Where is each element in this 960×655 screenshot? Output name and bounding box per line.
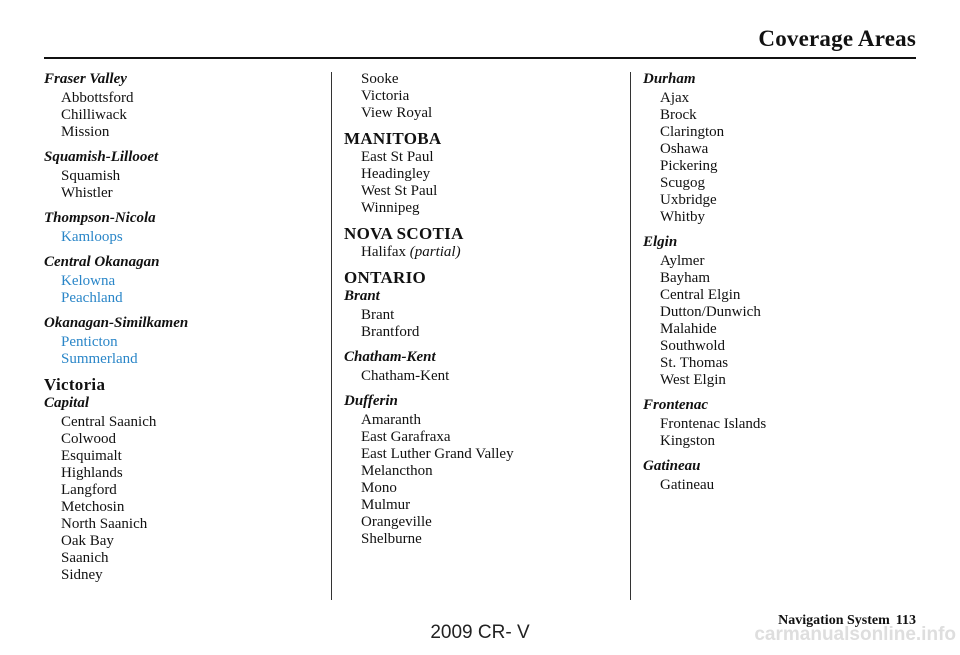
list-item: Victoria bbox=[361, 88, 410, 104]
region-chatham-kent: Chatham-Kent bbox=[344, 349, 436, 365]
list-item: Dutton/Dunwich bbox=[660, 304, 761, 320]
list-item: Whistler bbox=[61, 185, 113, 201]
list-item: View Royal bbox=[361, 105, 433, 121]
region-list bbox=[361, 307, 624, 341]
region-list bbox=[361, 368, 624, 385]
list-item: North Saanich bbox=[61, 516, 148, 532]
region-list bbox=[660, 253, 923, 389]
list-item: Esquimalt bbox=[61, 448, 122, 464]
city-halifax: Halifax bbox=[361, 244, 406, 260]
list-item: West St Paul bbox=[361, 183, 438, 199]
list-item bbox=[361, 244, 624, 261]
list-item: Headingley bbox=[361, 166, 431, 182]
list-item: East Luther Grand Valley bbox=[361, 446, 514, 462]
list-item: Sooke bbox=[361, 71, 399, 87]
city-link-summerland[interactable]: Summerland bbox=[61, 351, 138, 367]
list-item: Pickering bbox=[660, 158, 718, 174]
list-item: Chilliwack bbox=[61, 107, 127, 123]
partial-note: (partial) bbox=[409, 244, 461, 260]
list-item: Saanich bbox=[61, 550, 109, 566]
list-item: Melancthon bbox=[361, 463, 433, 479]
region-durham: Durham bbox=[643, 71, 696, 87]
list-item: Mission bbox=[61, 124, 110, 140]
list-item: Clarington bbox=[660, 124, 725, 140]
list-item: Central Saanich bbox=[61, 414, 157, 430]
region-capital: Capital bbox=[44, 395, 90, 411]
column-divider bbox=[630, 72, 631, 600]
title-rule bbox=[44, 57, 916, 59]
page-title: Coverage Areas bbox=[758, 26, 916, 51]
list-item: Sidney bbox=[61, 567, 103, 583]
region-list bbox=[61, 229, 324, 246]
region-gatineau: Gatineau bbox=[643, 458, 701, 474]
list-item: Amaranth bbox=[361, 412, 421, 428]
list-item: East St Paul bbox=[361, 149, 434, 165]
list-item: West Elgin bbox=[660, 372, 726, 388]
region-squamish-lillooet: Squamish-Lillooet bbox=[44, 149, 159, 165]
region-list bbox=[660, 416, 923, 450]
list-item: Shelburne bbox=[361, 531, 422, 547]
list-item: Abbottsford bbox=[61, 90, 134, 106]
list-item: Brantford bbox=[361, 324, 420, 340]
province-nova-scotia: NOVA SCOTIA bbox=[344, 224, 464, 243]
list-item: Southwold bbox=[660, 338, 726, 354]
region-okanagan-similkamen: Okanagan-Similkamen bbox=[44, 315, 189, 331]
region-brant: Brant bbox=[344, 288, 380, 304]
city-link-kelowna[interactable]: Kelowna bbox=[61, 273, 116, 289]
list-item: Uxbridge bbox=[660, 192, 717, 208]
region-central-okanagan: Central Okanagan bbox=[44, 254, 160, 270]
column-2 bbox=[344, 71, 624, 556]
list-item: Winnipeg bbox=[361, 200, 420, 216]
region-frontenac: Frontenac bbox=[643, 397, 709, 413]
column-1 bbox=[44, 71, 324, 592]
list-item: Scugog bbox=[660, 175, 705, 191]
province-manitoba: MANITOBA bbox=[344, 129, 442, 148]
list-item: Aylmer bbox=[660, 253, 705, 269]
province-victoria: Victoria bbox=[44, 375, 106, 394]
list-item: Malahide bbox=[660, 321, 717, 337]
list-item: St. Thomas bbox=[660, 355, 729, 371]
region-list bbox=[361, 149, 624, 217]
region-elgin: Elgin bbox=[643, 234, 678, 250]
list-item: Langford bbox=[61, 482, 117, 498]
watermark: carmanualsonline.info bbox=[754, 624, 956, 645]
list-item: Squamish bbox=[61, 168, 121, 184]
region-fraser-valley: Fraser Valley bbox=[44, 71, 127, 87]
region-list bbox=[61, 90, 324, 141]
region-list bbox=[61, 414, 324, 584]
list-item: Bayham bbox=[660, 270, 710, 286]
list-item: Brant bbox=[361, 307, 395, 323]
list-item: Frontenac Islands bbox=[660, 416, 767, 432]
city-link-peachland[interactable]: Peachland bbox=[61, 290, 123, 306]
list-item: Brock bbox=[660, 107, 697, 123]
region-thompson-nicola: Thompson-Nicola bbox=[44, 210, 156, 226]
region-list bbox=[361, 71, 624, 122]
city-link-penticton[interactable]: Penticton bbox=[61, 334, 118, 350]
list-item: Oak Bay bbox=[61, 533, 114, 549]
region-list bbox=[361, 412, 624, 548]
list-item: Highlands bbox=[61, 465, 123, 481]
region-list bbox=[660, 90, 923, 226]
footer-model: 2009 CR- V bbox=[430, 622, 530, 643]
list-item: Ajax bbox=[660, 90, 690, 106]
list-item: East Garafraxa bbox=[361, 429, 451, 445]
city-link-kamloops[interactable]: Kamloops bbox=[61, 229, 123, 245]
footer-section: Navigation System bbox=[778, 613, 890, 628]
list-item: Orangeville bbox=[361, 514, 432, 530]
list-item: Chatham-Kent bbox=[361, 368, 450, 384]
list-item: Metchosin bbox=[61, 499, 125, 515]
region-list bbox=[61, 334, 324, 368]
page-number: 113 bbox=[895, 613, 916, 628]
list-item: Kingston bbox=[660, 433, 716, 449]
column-3 bbox=[643, 71, 923, 502]
list-item: Mono bbox=[361, 480, 397, 496]
list-item: Gatineau bbox=[660, 477, 715, 493]
region-list bbox=[660, 477, 923, 494]
province-ontario: ONTARIO bbox=[344, 268, 427, 287]
list-item: Colwood bbox=[61, 431, 117, 447]
list-item: Central Elgin bbox=[660, 287, 741, 303]
region-list bbox=[361, 244, 624, 261]
list-item: Oshawa bbox=[660, 141, 709, 157]
list-item: Mulmur bbox=[361, 497, 411, 513]
region-dufferin: Dufferin bbox=[344, 393, 398, 409]
column-divider bbox=[331, 72, 332, 600]
region-list bbox=[61, 273, 324, 307]
region-list bbox=[61, 168, 324, 202]
list-item: Whitby bbox=[660, 209, 705, 225]
